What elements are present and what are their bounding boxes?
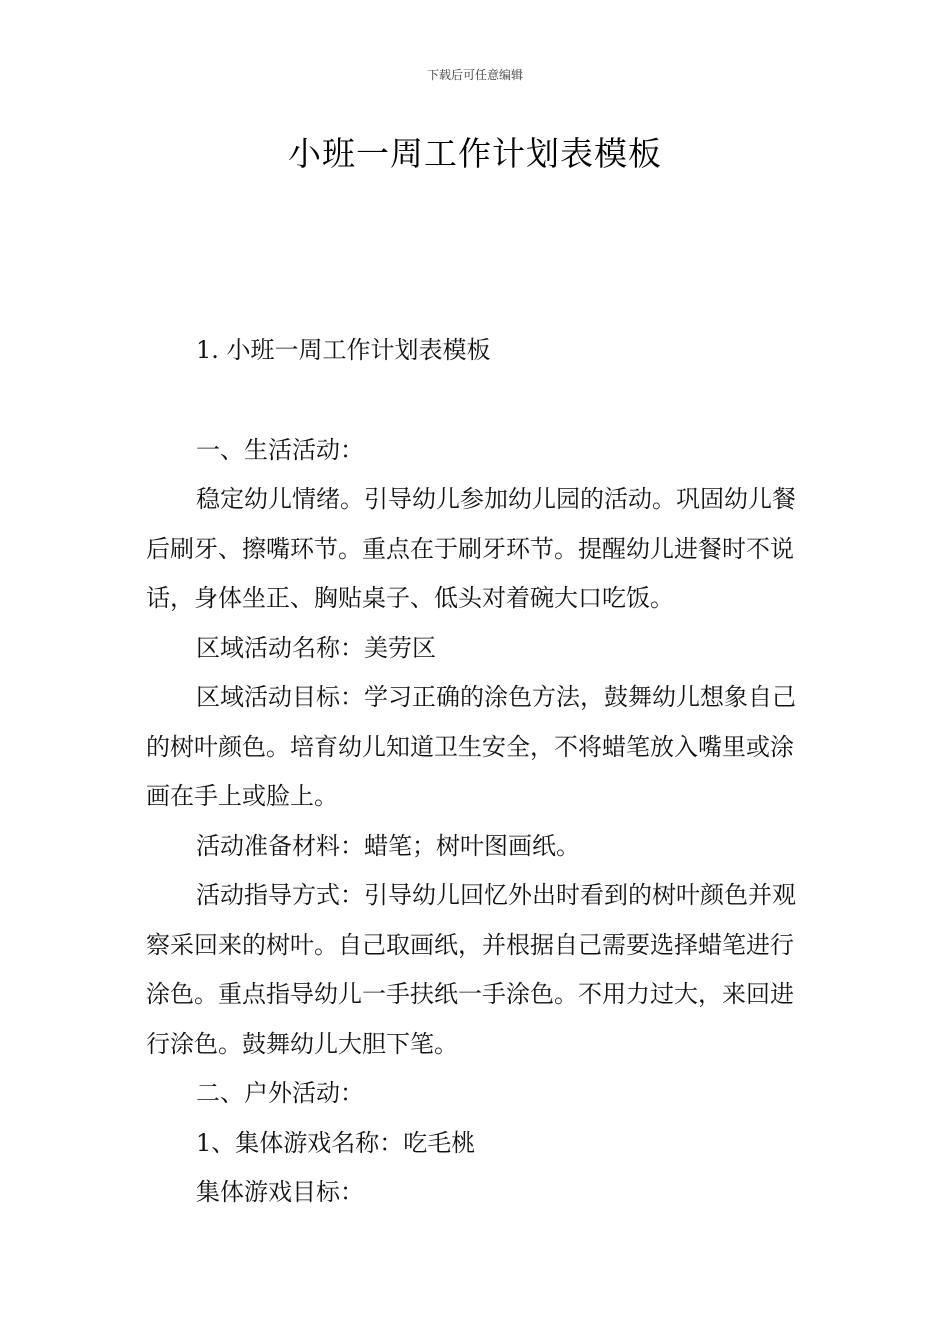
- paragraph: 集体游戏目标：: [196, 1178, 364, 1206]
- paragraph: 区域活动目标：学习正确的涂色方法，鼓舞幼儿想象自己的树叶颜色。培育幼儿知道卫生安全，不将蜡笔放入嘴里或涂画在手上或脸上。: [146, 683, 796, 810]
- section-heading: 1. 小班一周工作计划表模板: [196, 336, 491, 364]
- header-note: 下载后可任意编辑: [426, 68, 523, 82]
- section-heading: 二、户外活动：: [196, 1079, 364, 1107]
- document-title: 小班一周工作计划表模板: [288, 134, 662, 173]
- spacer: [146, 376, 810, 426]
- paragraph: 活动指导方式：引导幼儿回忆外出时看到的树叶颜色并观察采回来的树叶。自己取画纸，并根据自己需要选择蜡笔进行涂色。重点指导幼儿一手扶纸一手涂色。不用力过大，来回进行涂色。鼓舞幼儿大胆下笔。: [146, 881, 796, 1058]
- document-body: [146, 326, 810, 1218]
- paragraph: 活动准备材料：蜡笔；树叶图画纸。: [196, 831, 580, 860]
- paragraph: 1、集体游戏名称：吃毛桃: [196, 1128, 476, 1157]
- paragraph: 区域活动名称：美劳区: [196, 633, 436, 662]
- section-heading: 一、生活活动：: [196, 435, 364, 464]
- paragraph: 稳定幼儿情绪。引导幼儿参加幼儿园的活动。巩固幼儿餐后刷牙、擦嘴环节。重点在于刷牙环节。提醒幼儿进餐时不说话，身体坐正、胸贴桌子、低头对着碗大口吃饭。: [146, 485, 796, 612]
